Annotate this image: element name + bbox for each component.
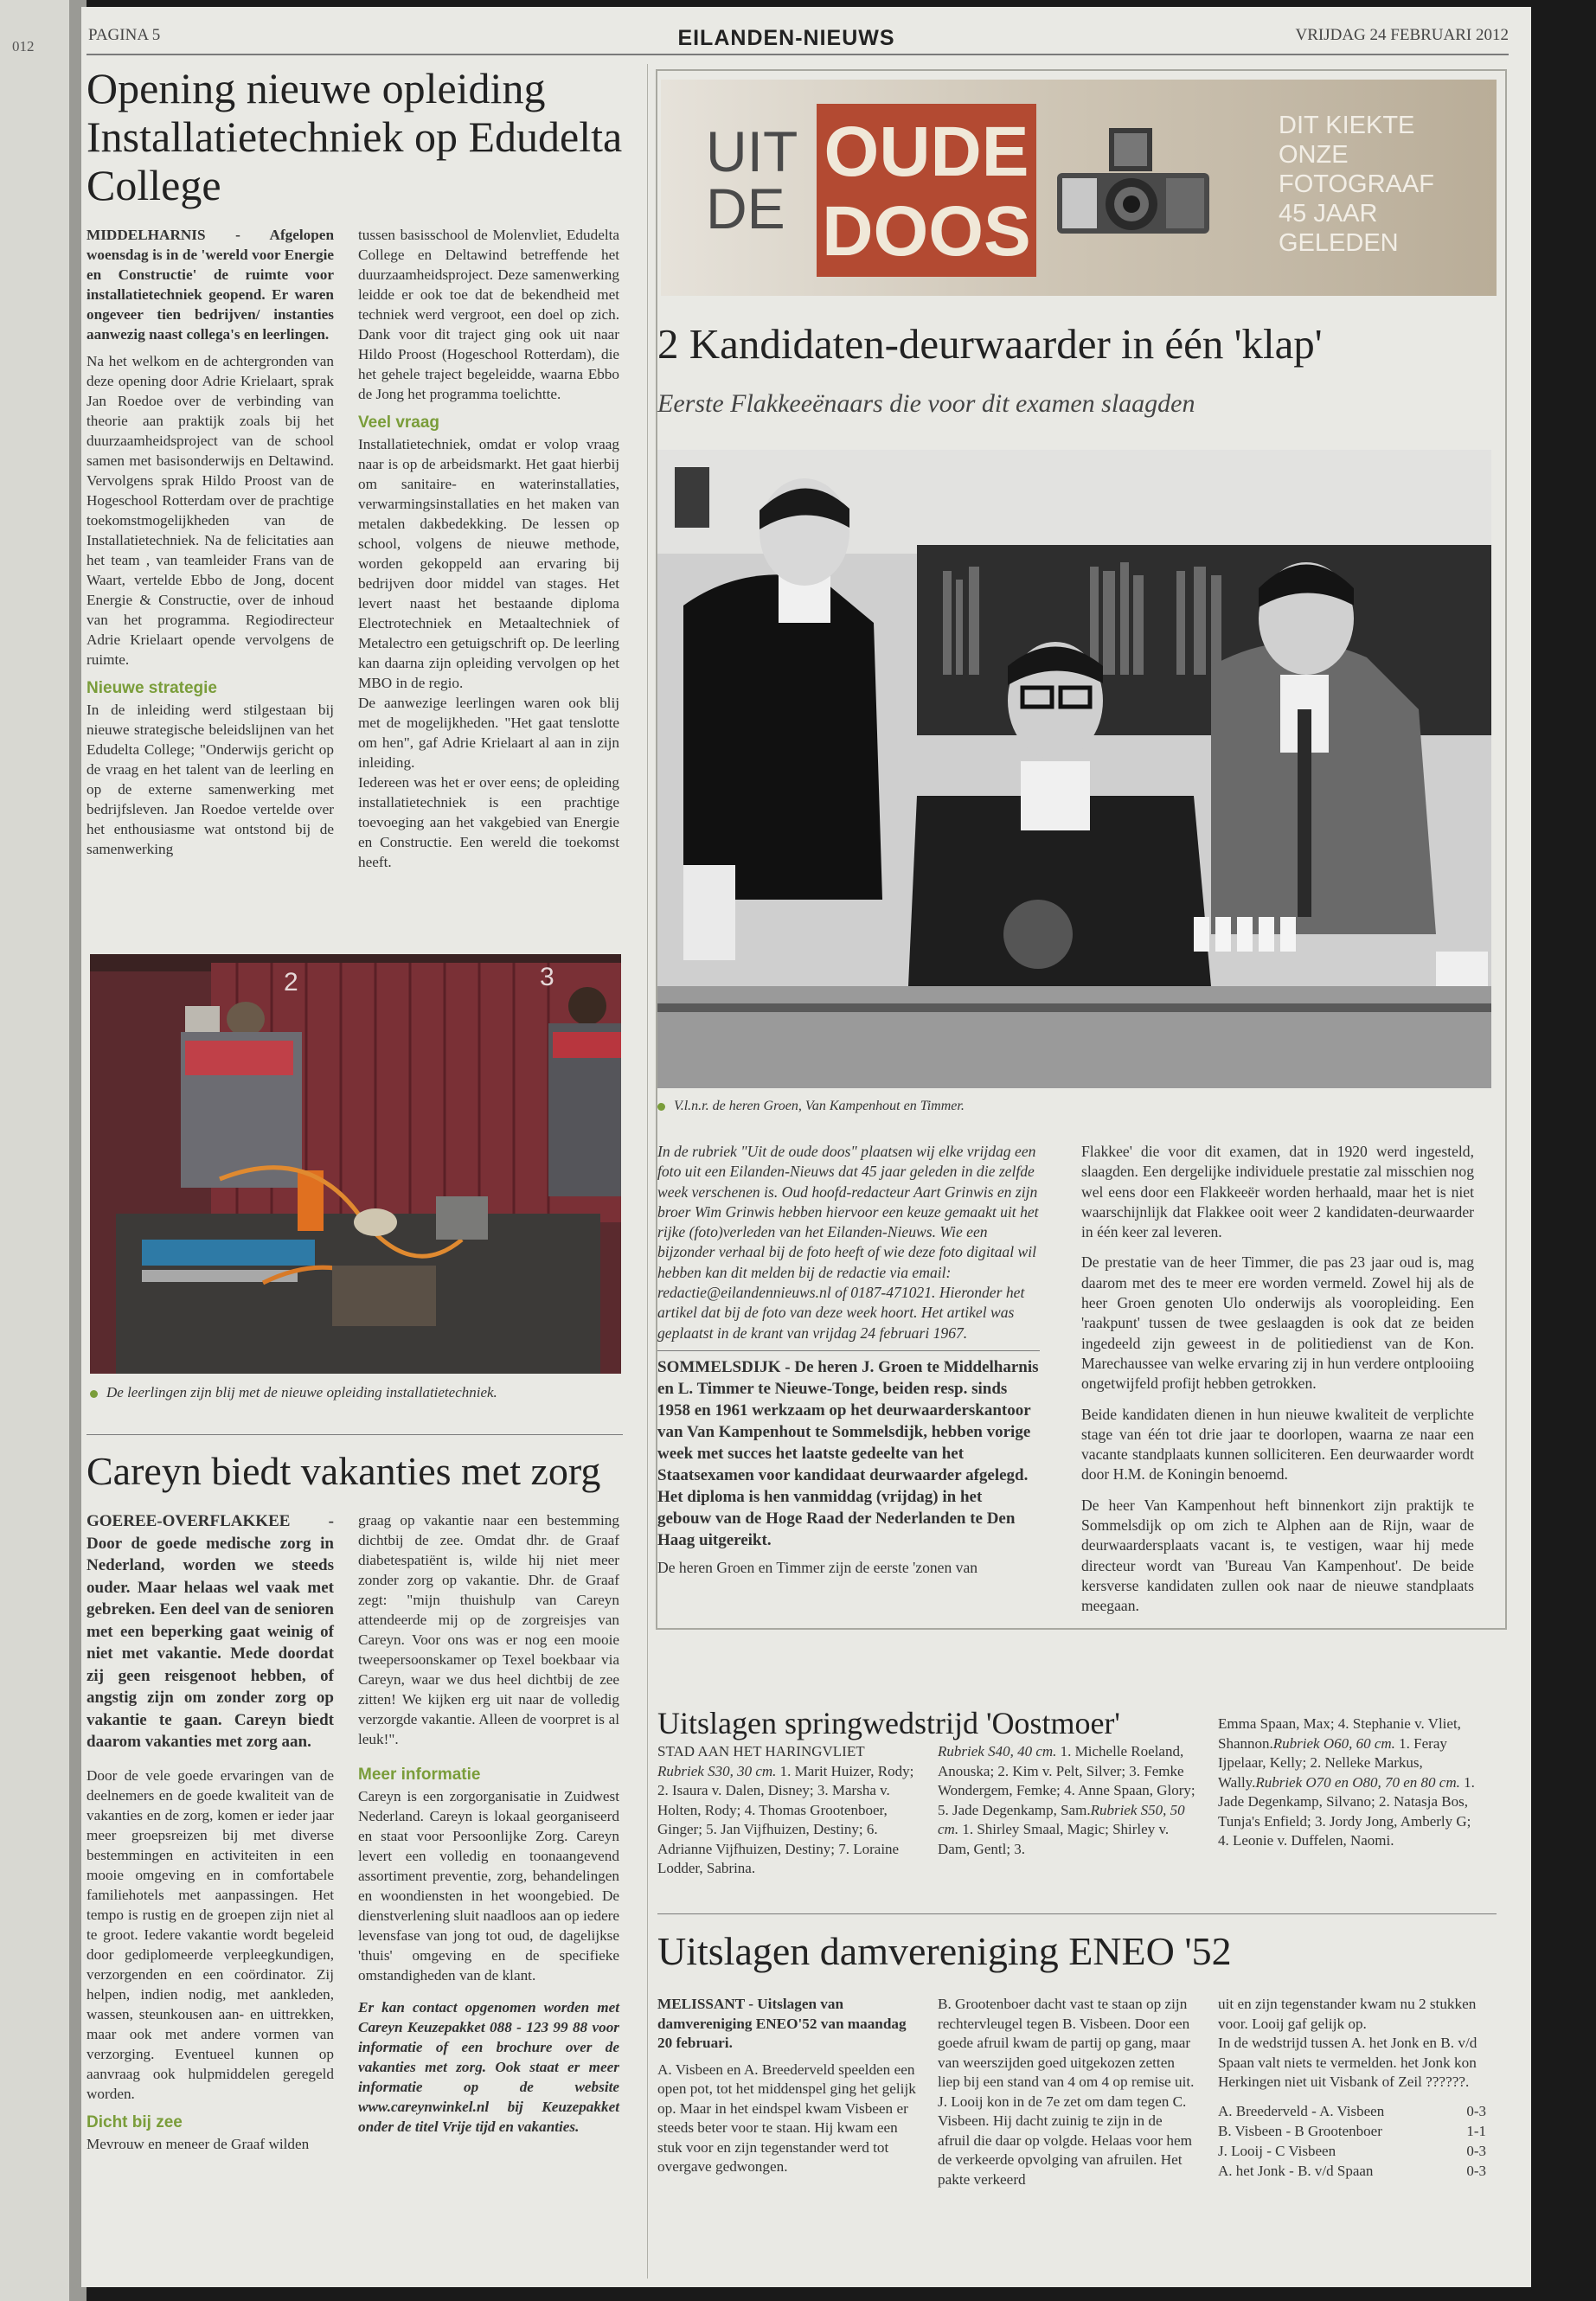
- article1-paragraph: Iedereen was het er over eens; de opleiding installatietechniek is een prachtige toevoeging aan het vakgebied van Energie en Constructie. Een wereld die toekomst heeft.: [358, 774, 619, 870]
- workshop-photo: [90, 954, 621, 1374]
- article1-subheading: Veel vraag: [358, 413, 440, 432]
- result-score: 0-3: [1466, 2142, 1486, 2159]
- result-row: [1218, 2101, 1486, 2121]
- result-match: B. Visbeen - B Grootenboer: [1218, 2122, 1382, 2139]
- rubriek-label: Rubriek O70 en O80, 70 en 80 cm.: [1255, 1773, 1460, 1791]
- article1-paragraph: De aanwezige leerlingen waren ook blij met de mogelijkheden. "Het gaat tenslotte om hen", gaf Adrie Krielaart al aan in zijn inleiding.: [358, 695, 619, 771]
- damvereniging-paragraph: B. Grootenboer dacht vast te staan op zijn rechtervleugel tegen B. Visbeen. Door een goede afruil kwam de partij op gang, maar van weerszijden goed uitgekozen zetten liep bij een stand van 4 om 4 op remise uit.: [938, 1996, 1195, 2090]
- result-match: A. Breederveld - A. Visbeen: [1218, 2102, 1385, 2119]
- article3-paragraph: Beide kandidaten dienen in hun nieuwe kwaliteit de verplichte stage van één tot drie jaar te doorlopen, waarna ze naar een vacante standplaats kunnen solliciteren. Een deurwaarder wordt door H.M. de Koningin benoemd.: [1081, 1405, 1474, 1484]
- article2-paragraph: Mevrouw en meneer de Graaf wilden: [87, 2135, 310, 2152]
- caption-bullet: [90, 1390, 98, 1398]
- masthead: EILANDEN-NIEUWS: [677, 26, 895, 50]
- article2-paragraph: Careyn is een zorgorganisatie in Zuidwest Nederland. Careyn is lokaal georganiseerd en staat voor Persoonlijke Zorg. Careyn levert een volledig en toonaangevend assortiment preventie, zorg, behandelingen en woondiensten in het woongebied. De dienstverlening sluit naadloos aan op iedere levensfase van jong tot oud, de dagelijkse 'thuis' omgeving en de specifieke omstandigheden van de klant.: [358, 1788, 619, 1984]
- rubriek-label: Rubriek S40, 40 cm.: [938, 1743, 1057, 1759]
- results-table: [1218, 2101, 1486, 2181]
- banner-word-de: DE: [706, 176, 785, 240]
- article2-subheading: Meer informatie: [358, 1766, 481, 1784]
- damvereniging-paragraph: J. Looij kon in de 7e zet om dam tegen C. Visbeen. Hij dacht zuinig te zijn in de afruil die daar op volgde. Helaas voor hem de verkeerde opvolging van afruilen. Het pakte verkeerd: [938, 2093, 1192, 2188]
- article2-paragraph: Door de vele goede ervaringen van de deelnemers en de goede kwaliteit van de vakanties en de zorg, komen er ieder jaar meer groepsreizen bij met diverse bestemmingen en activiteiten in een mooie omgeving en in comfortabele familiehotels met aanpassingen. Het tempo is rustig en de groepen zijn niet al te groot. Iedere vakantie wordt begeleid door gediplomeerde verpleegkundigen, verzorgenden en een coördinator. Zij helpen, indien nodig, met aankleden, wassen, steunkousen aan- en uittrekken, maar ook met andere vormen van verzorging. Eventueel kunnen op aanvraag ook hulpmiddelen geregeld worden.: [87, 1766, 334, 2102]
- caption-bullet: [657, 1103, 665, 1111]
- damvereniging-column-3: [1218, 1995, 1486, 2181]
- banner-word-oude: OUDE: [824, 112, 1029, 191]
- banner-word-doos: DOOS: [822, 192, 1031, 271]
- article1-paragraph: In de inleiding werd stilgestaan bij nieuwe strategische beleidslijnen van het Edudelta College; "Onderwijs gericht op de vraag en het talent van de leerling en op de externe samenwerking met bedrijfsleven. Jan Roedoe vertelde over het enthousiasme wat ontstond bij de samenwerking: [87, 702, 334, 857]
- article3-paragraph: Flakkee' die voor dit examen, dat in 1920 werd ingesteld, slaagden. Een dergelijke individuele prestatie zal misschien nog wel eens door een Flakkeeër worden herhaald, maar het is niet waarschijnlijk dat Flakkee ooit weer 2 kandidaten-deurwaarder in één keer zal leveren.: [1081, 1143, 1474, 1241]
- article-title-damvereniging: Uitslagen damvereniging ENEO '52: [657, 1929, 1232, 1973]
- article3-column-2: [1081, 1142, 1474, 1624]
- article3-paragraph: De heren Groen en Timmer zijn de eerste 'zonen van: [657, 1558, 978, 1576]
- rubriek-label: Rubriek O60, 60 cm.: [1272, 1734, 1395, 1752]
- result-row: [1218, 2121, 1486, 2141]
- result-score: 0-3: [1466, 2162, 1486, 2179]
- article-divider: [657, 1913, 1497, 1914]
- article2-column-2: [358, 1510, 619, 2144]
- photo-caption-workshop: [90, 1384, 621, 1401]
- article2-subheading: Dicht bij zee: [87, 2112, 183, 2131]
- article2-column-1: [87, 1510, 334, 2161]
- springwedstrijd-column-3: [1218, 1715, 1477, 1851]
- damvereniging-column-1: [657, 1995, 917, 2184]
- banner-right-text: DIT KIEKTE ONZE FOTOGRAAF 45 JAAR GELEDEN: [1279, 112, 1434, 257]
- article2-paragraph: graag op vakantie naar een bestemming dichtbij de zee. Omdat dhr. de Graaf diabetespatiënt is, wilde hij niet meer zonder zorg op vakantie. Dhr. de Graaf zegt: "mijn thuishulp van Careyn attendeerde mij op de zorgreisjes van Careyn. Voor ons was er nog een mooie tweepersoonskamer op Texel boekbaar via Careyn, waar we dus heel dichtbij de zee zitten! We kijken erg uit naar de volledig verzorgde vakantie. Alleen de voorpret is al leuk!".: [358, 1512, 619, 1747]
- article1-column-1: [87, 225, 334, 866]
- rubriek-label: Rubriek S30, 30 cm.: [657, 1762, 777, 1779]
- result-score: 0-3: [1466, 2102, 1486, 2119]
- article1-paragraph: tussen basisschool de Molenvliet, Edudelta College en Deltawind betreffende het duurzaamheidsproject. Deze samenwerking leidde er ook toe dat de bekendheid met techniek werd vergroot, een doel op zich. Dank voor dit traject ging ook uit naar Hildo Proost (Hogeschool Rotterdam), die het gehele traject begeleidde, waarna Ebbo de Jong het programma toelichtte.: [358, 227, 619, 402]
- result-score: 1-1: [1466, 2122, 1486, 2139]
- historic-photo: [657, 450, 1491, 1088]
- article1-subheading: Nieuwe strategie: [87, 679, 217, 697]
- article-title-springwedstrijd: Uitslagen springwedstrijd 'Oostmoer': [657, 1706, 1120, 1740]
- result-text: 1. Shirley Smaal, Magic; Shirley v. Dam, Gentl; 3.: [938, 1821, 1170, 1857]
- result-text: 1. Michelle Roeland, Anouska; 2. Kim v. Pelt, Silver; 3. Femke Wondergem, Femke; 4. Anne Spaan, Glory; 5. Jade Degenkamp, Sam.: [938, 1743, 1195, 1818]
- issue-date: VRIJDAG 24 FEBRUARI 2012: [1295, 26, 1509, 44]
- damvereniging-lead: MELISSANT - Uitslagen van damvereniging ENEO'52 van maandag 20 februari.: [657, 1996, 907, 2051]
- article-title-opening: Opening nieuwe opleiding Installatietechniek op Edudelta College: [87, 64, 623, 209]
- springwedstrijd-column-1: [657, 1742, 917, 1879]
- caption-text: V.l.n.r. de heren Groen, Van Kampenhout en Timmer.: [674, 1099, 965, 1113]
- result-match: J. Looij - C Visbeen: [1218, 2142, 1336, 2159]
- camera-icon: [1048, 121, 1218, 251]
- booth-number-3: 3: [540, 963, 554, 991]
- previous-page-number: 012: [12, 38, 35, 54]
- article3-lead: SOMMELSDIJK - De heren J. Groen te Middelharnis en L. Timmer te Nieuwe-Tonge, beiden resp. sinds 1958 en 1961 werkzaam op het deurwaarderskantoor van Van Kampenhout te Sommelsdijk, hebben vorige week met succes het laatste gedeelte van het Staatsexamen voor kandidaat deurwaarder afgelegd. Het diploma is hen vanmiddag (vrijdag) in het gebouw van de Hoge Raad der Nederlanden te Den Haag uitgereikt.: [657, 1357, 1039, 1549]
- result-text: STAD AAN HET HARINGVLIET: [657, 1743, 865, 1759]
- booth-number-2: 2: [284, 968, 298, 997]
- result-text: Emma Spaan, Max; 4. Stephanie v. Vliet, Shannon.: [1218, 1715, 1461, 1752]
- result-text: 1. Jade Degenkamp, Silvano; 2. Natasja Bos, Tunja's Enfield; 3. Jordy Jong, Amberly G; 4. Leonie v. Duffelen, Naomi.: [1218, 1773, 1475, 1849]
- result-text: 1. Marit Huizer, Rody; 2. Isaura v. Dalen, Disney; 3. Marsha v. Holten, Rody; 4. Thomas Grootenboer, Ginger; 5. Jan Vijfhuizen, Destiny; 6. Adrianne Vijfhuizen, Destiny; 7. Loraine Lodder, Sabrina.: [657, 1762, 914, 1876]
- photo-caption-historic: [657, 1099, 1488, 1114]
- result-row: [1218, 2141, 1486, 2161]
- article-title-deurwaarder: 2 Kandidaten-deurwaarder in één 'klap': [657, 320, 1323, 368]
- article3-paragraph: De prestatie van de heer Timmer, die pas 23 jaar oud is, mag daarom met des te meer ere worden vermeld. Zowel hij als de heer Groen genoten Ulo onderwijs als vooropleiding. Een 'raakpunt' tussen de twee geslaagden is ook dat ze beiden ingedeeld zijn geweest in de politiedienst van de Kon. Marechaussee van welke ervaring zij in hun verdere ontplooiing ongetwijfeld profijt hebben getrokken.: [1081, 1253, 1474, 1393]
- article-subtitle-deurwaarder: Eerste Flakkeeënaars die voor dit examen slaagden: [657, 389, 1195, 418]
- damvereniging-paragraph: A. Visbeen en A. Breederveld speelden een open pot, tot het middenspel ging het gelijk op. Maar in het eindspel kwam Visbeen er steeds beter voor te staan. Hij kwam een stuk voor en zijn tegenstander werd tot overgave gedwongen.: [657, 2061, 916, 2175]
- article1-column-2: [358, 225, 619, 879]
- article2-contact: Er kan contact opgenomen worden met Careyn Keuzepakket 088 - 123 99 88 voor informatie of een brochure over de vakanties met zorg. Ook staat er meer informatie op de website www.careynwinkel.nl bij Keuzepakket onder de titel Vrije tijd en vakanties.: [358, 1999, 619, 2135]
- article1-paragraph: Installatietechniek, omdat er volop vraag naar is op de arbeidsmarkt. Het gaat hierbij om sanitaire- en waterinstallaties, verwarmingsinstallaties en het maken van metalen dakbedekking. De lessen op school, volgens de nieuwe methode, worden gekoppeld aan ervaring bij bedrijven door middel van stages. Het levert naast het bestaande diploma Electrotechniek en Metaaltechniek of Metalectro een getuigschrift op. De leerling kan daarna zijn opleiding vervolgen op het MBO in de regio.: [358, 436, 619, 691]
- intro-divider: [657, 1350, 1040, 1351]
- article1-paragraph: Na het welkom en de achtergronden van deze opening door Adrie Krielaart, sprak Jan Roedoe over de verbinding van theorie aan praktijk zoals bij het duurzaamheidsproject van de school samen met basisonderwijs en Deltawind. Vervolgens sprak Hildo Proost van de Hogeschool Rotterdam over de prachtige toekomstmogelijkheden van de Installatietechniek. Na de felicitaties aan het team , van teamleider Frans van de Waart, vertelde Ebbo de Jong, docent Energie & Constructie, over de inhoud van het programma. Regiodirecteur Adrie Krielaart opende vervolgens de ruimte.: [87, 353, 334, 668]
- damvereniging-paragraph: In de wedstrijd tussen A. het Jonk en B. v/d Spaan valt niets te vermelden. het Jonk kon Herkingen niet uit Visbank of Zeil ??????.: [1218, 2035, 1477, 2090]
- banner-word-uit: UIT: [706, 119, 798, 183]
- banner-red-block: [817, 104, 1036, 277]
- article3-column-1: [657, 1142, 1040, 1585]
- article3-intro: In de rubriek "Uit de oude doos" plaatsen wij elke vrijdag een foto uit een Eilanden-Nieuws dat 45 jaar geleden in die zelfde week verschenen is. Oud hoofd-redacteur Aart Grinwis en zijn broer Wim Grinwis hebben hiervoor een keuze gemaakt uit het rijke (foto)verleden van het Eilanden-Nieuws. Wie een bijzonder verhaal bij de foto heeft of wie deze foto digitaal wil hebben kan dit melden bij de redactie via email: redactie@eilandennieuws.nl of 0187-471021. Hieronder het artikel dat bij de foto van deze week hoort. Het artikel was geplaatst in de krant van vrijdag 24 februari 1967.: [657, 1143, 1039, 1342]
- result-text: 1. Feray Ijpelaar, Kelly; 2. Nelleke Markus, Wally.: [1218, 1734, 1447, 1791]
- previous-page-edge: [0, 0, 76, 2301]
- newspaper-page: [81, 7, 1531, 2287]
- rubriek-label: Rubriek S50, 50 cm.: [938, 1801, 1185, 1837]
- column-separator: [647, 64, 648, 2279]
- damvereniging-column-2: [938, 1995, 1197, 2196]
- result-match: A. het Jonk - B. v/d Spaan: [1218, 2162, 1374, 2179]
- springwedstrijd-column-2: [938, 1742, 1197, 1859]
- article3-paragraph: De heer Van Kampenhout heft binnenkort zijn praktijk te Sommelsdijk op om zich te Alphen aan de Rijn, waar de deurwaardersplaats vacant is, te vestigen, waar hij mede directeur wordt van 'Bureau Van Kampenhout'. De beide kersverse kandidaten zullen ook naar de nieuwe standplaats meegaan.: [1081, 1496, 1474, 1615]
- header-rule: [87, 54, 1509, 55]
- oude-doos-banner: [661, 80, 1497, 296]
- article1-lead: MIDDELHARNIS - Afgelopen woensdag is in de 'wereld voor Energie en Constructie' de ruimte voor installatietechniek geopend. Er waren ongeveer tien bedrijven/ instanties aanwezig naast collega's en leerlingen.: [87, 227, 334, 343]
- result-row: [1218, 2161, 1486, 2181]
- article-divider: [87, 1434, 623, 1435]
- banner-left-text: [706, 119, 798, 240]
- article-title-careyn: Careyn biedt vakanties met zorg: [87, 1449, 601, 1493]
- page-label: PAGINA 5: [88, 26, 161, 44]
- damvereniging-paragraph: uit en zijn tegenstander kwam nu 2 stukken voor. Looij gaf gelijk op.: [1218, 1996, 1477, 2032]
- article2-lead: GOEREE-OVERFLAKKEE - Door de goede medische zorg in Nederland, worden we steeds ouder. Maar helaas wel vaak met gebreken. Een deel van de senioren met een beperking gaat weinig of niet met vakantie. Mede doordat zij geen reisgenoot hebben, of angstig zijn om zonder zorg op vakantie te gaan. Careyn biedt daarom vakanties met zorg aan.: [87, 1512, 334, 1751]
- caption-text: De leerlingen zijn blij met de nieuwe opleiding installatietechniek.: [106, 1384, 497, 1400]
